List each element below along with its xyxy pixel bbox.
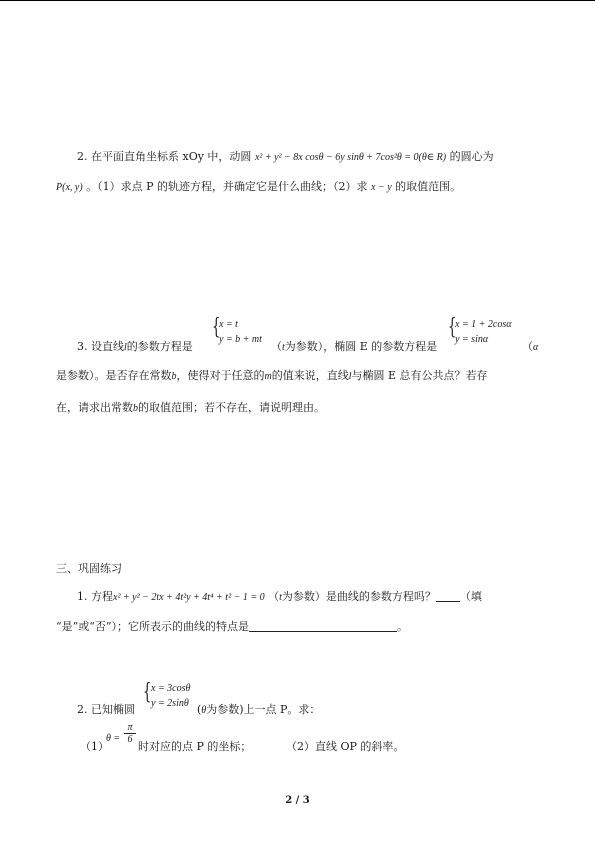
- p2-text-c: 为参数)上一点 P。求：: [206, 703, 321, 716]
- q2-point: P(x, y): [56, 182, 83, 193]
- q2-line2: [56, 180, 461, 195]
- q2-text-c: 。（1）求点 P 的轨迹方程，并确定它是什么曲线；（2）求: [86, 180, 368, 193]
- p1-answer-blank[interactable]: [436, 590, 460, 602]
- q2-text-b: 的圆心为: [449, 150, 494, 163]
- p1-feature-blank[interactable]: [249, 620, 397, 632]
- p1-number: 1.: [77, 590, 88, 603]
- q3-m: m: [264, 371, 272, 382]
- q3-line1-right: [522, 340, 538, 355]
- q3-number: 3.: [77, 340, 88, 353]
- q3-ellipse-eq2: y = sinα: [455, 334, 489, 345]
- q2-text-d: 的取值范围。: [395, 180, 462, 193]
- section3-title: 三、巩固练习: [56, 562, 122, 575]
- q3-b1: b: [171, 371, 177, 382]
- q3-line-var: l: [124, 342, 127, 353]
- top-rule: [0, 0, 595, 1]
- p2-sub1-text: 时对应的点 P 的坐标；: [138, 740, 252, 753]
- q3-l2: l: [348, 371, 352, 382]
- q3-line3-a: 在，请求出常数: [56, 401, 133, 414]
- p1-line2-a: “是”或“否”）；它所表示的曲线的特点是: [56, 620, 249, 633]
- q3-line1-mid: [271, 340, 437, 355]
- p2-line1-right: [197, 703, 320, 718]
- q2-number: 2.: [77, 150, 88, 163]
- q3-text-a: 设直线: [91, 340, 124, 353]
- q3-alpha: α: [533, 342, 539, 353]
- p1-equation: x² + y² − 2tx + 4t²y + 4t⁴ + t² − 1 = 0: [113, 592, 265, 603]
- p1-line2-b: 。: [397, 620, 408, 633]
- p2-sub2-text: （2）直线 OP 的斜率。: [286, 740, 405, 753]
- p2-brace: {: [143, 680, 152, 705]
- p2-sub1-label: （1）: [80, 740, 109, 753]
- p2-eq1: x = 3cosθ: [151, 683, 191, 694]
- q3-line-eq1: x = t: [219, 319, 238, 330]
- q2-text-a: 在平面直角坐标系 xOy 中，动圆: [91, 150, 252, 163]
- q3-line-eq2: y = b + mt: [219, 334, 262, 345]
- p2-line1-left: [77, 703, 135, 717]
- p2-fraction: [124, 722, 136, 745]
- p2-number: 2.: [77, 703, 88, 716]
- p2-theta: θ: [201, 705, 207, 716]
- q3-line3: [56, 401, 325, 416]
- page-number: 2 / 3: [285, 795, 310, 806]
- q3-param-t: t: [282, 342, 285, 353]
- q2-line1: [77, 150, 494, 165]
- p1-line1: [77, 590, 482, 605]
- q3-ellipse-eq1: x = 1 + 2cosα: [455, 319, 512, 330]
- q3-line-brace: {: [212, 315, 221, 340]
- q3-line2-b: ，使得对于任意的: [176, 369, 265, 382]
- p1-line2: [56, 620, 408, 634]
- p1-text-b: （: [268, 590, 280, 603]
- q3-line2: [56, 369, 488, 384]
- p1-text-a: 方程: [91, 590, 113, 603]
- q3-line3-b: 的取值范围；若不存在，请说明理由。: [138, 401, 325, 414]
- p2-text-a: 已知椭圆: [91, 703, 135, 716]
- q3-text-b: 的参数方程是: [126, 340, 193, 353]
- q3-text-c: （: [271, 340, 282, 353]
- q2-expr: x − y: [371, 182, 392, 193]
- q3-line1-left: [77, 340, 193, 355]
- q3-text-d: 为参数），椭圆 E 的参数方程是: [284, 340, 438, 353]
- p2-text-b: (: [197, 703, 202, 716]
- q3-line2-a: 是参数）。是否存在常数: [56, 369, 172, 382]
- p1-text-c: 为参数）是曲线的参数方程吗？: [281, 590, 436, 603]
- q3-line2-d: 与椭圆 E 总有公共点？若存: [351, 369, 488, 382]
- p2-frac-den: 6: [127, 734, 133, 745]
- q3-ellipse-brace: {: [448, 315, 457, 340]
- q3-text-e: （: [522, 340, 533, 353]
- p1-t: t: [279, 592, 282, 603]
- q3-b2: b: [133, 403, 138, 414]
- p1-text-d: （填: [459, 590, 482, 603]
- p2-theta-eq-lhs: θ =: [106, 733, 121, 744]
- p2-frac-num: π: [124, 722, 136, 734]
- p2-eq2: y = 2sinθ: [151, 698, 189, 709]
- q3-line2-c: 的值来说，直线: [271, 369, 349, 382]
- q2-equation: x² + y² − 8x cosθ − 6y sinθ + 7cos²θ = 0(θ∈ R): [254, 152, 447, 163]
